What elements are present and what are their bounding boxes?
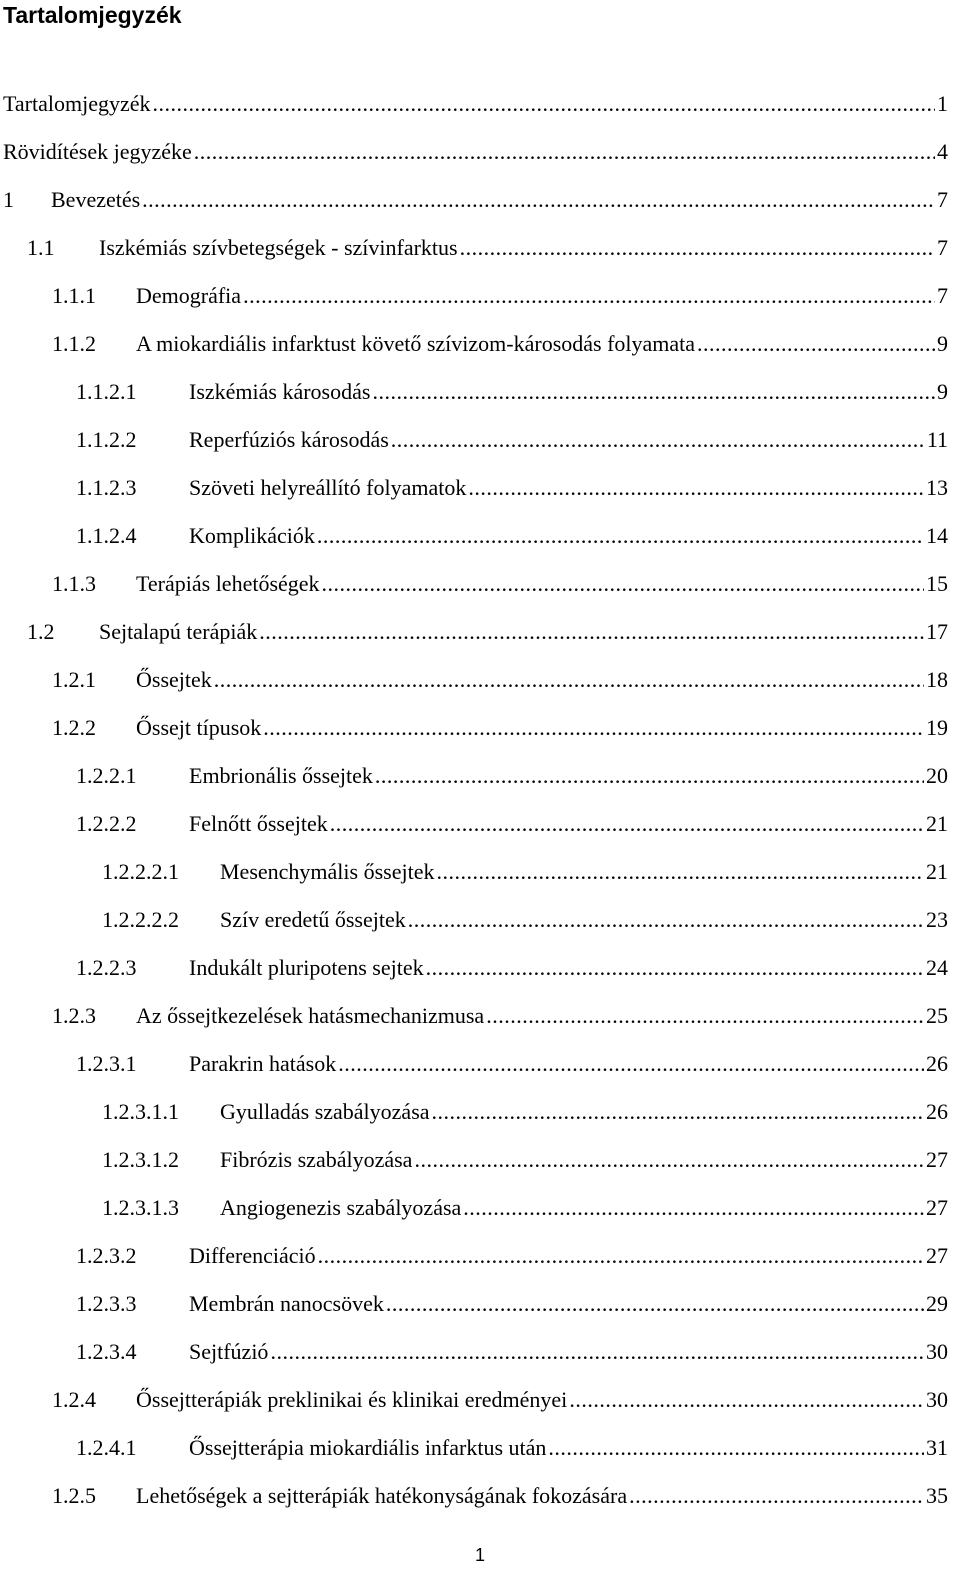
toc-entry[interactable] (0, 704, 960, 752)
toc-entry-row (102, 1088, 948, 1136)
toc-entry-title: Felnőtt őssejtek (189, 811, 328, 836)
toc-entry-number: 1.1.2.3 (76, 475, 137, 500)
toc-dot-leader (243, 272, 935, 320)
toc-entry-number: 1.1.3 (52, 571, 96, 596)
toc-entry-number: 1.2.5 (52, 1483, 96, 1508)
toc-dot-leader (317, 512, 924, 560)
toc-entry[interactable] (0, 1280, 960, 1328)
toc-entry-page: 27 (926, 1195, 948, 1220)
toc-dot-leader (270, 1328, 924, 1376)
toc-entry-title: Az őssejtkezelések hatásmechanizmusa (136, 1003, 485, 1028)
toc-entry-number: 1.2.3.1.2 (102, 1147, 179, 1172)
toc-entry-page: 17 (926, 619, 948, 644)
toc-entry-number: 1.2.2.3 (76, 955, 137, 980)
toc-entry-title: Differenciáció (189, 1243, 316, 1268)
toc-dot-leader (408, 896, 924, 944)
toc-entry-title: Angiogenezis szabályozása (220, 1195, 462, 1220)
toc-entry-number: 1.2.1 (52, 667, 96, 692)
toc-entry-page: 27 (926, 1147, 948, 1172)
toc-entry[interactable] (0, 848, 960, 896)
toc-entry-title: Demográfia (136, 283, 242, 308)
toc-entry-page: 1 (937, 91, 948, 116)
toc-entry-row (52, 272, 948, 320)
toc-dot-leader (463, 1184, 924, 1232)
toc-entry-number: 1.2.3.1 (76, 1051, 137, 1076)
toc-entry[interactable] (0, 368, 960, 416)
toc-entry[interactable] (0, 80, 960, 128)
toc-entry-page: 7 (937, 283, 948, 308)
toc-entry-page: 30 (926, 1339, 948, 1364)
toc-dot-leader (259, 608, 924, 656)
toc-entry-row (3, 128, 948, 176)
toc-entry-title: Mesenchymális őssejtek (220, 859, 435, 884)
toc-dot-leader (214, 656, 924, 704)
toc-entry-page: 24 (926, 955, 948, 980)
toc-entry-title: Fibrózis szabályozása (220, 1147, 413, 1172)
toc-entry-page: 11 (926, 427, 948, 452)
toc-entry-title: Iszkémiás szívbetegségek - szívinfarktus (99, 235, 458, 260)
toc-entry-row (52, 704, 948, 752)
toc-entry[interactable] (0, 464, 960, 512)
toc-entry-page: 27 (926, 1243, 948, 1268)
toc-entry-number: 1.1 (27, 235, 55, 260)
toc-entry-row (76, 416, 948, 464)
toc-dot-leader (468, 464, 924, 512)
toc-entry-page: 15 (926, 571, 948, 596)
toc-entry-page: 19 (926, 715, 948, 740)
toc-entry-number: 1.2.3.1.3 (102, 1195, 179, 1220)
toc-entry-page: 9 (937, 379, 948, 404)
toc-entry-row (27, 608, 948, 656)
table-of-contents (0, 80, 960, 1520)
toc-entry-title: Embrionális őssejtek (189, 763, 373, 788)
toc-entry-number: 1.2.3.2 (76, 1243, 137, 1268)
toc-dot-leader (548, 1424, 924, 1472)
toc-entry-page: 7 (937, 235, 948, 260)
toc-entry-row (52, 320, 948, 368)
toc-entry-title: Őssejtterápia miokardiális infarktus után (189, 1435, 547, 1460)
toc-entry-number: 1.2.4 (52, 1387, 96, 1412)
toc-entry-title: Parakrin hatások (189, 1051, 337, 1076)
toc-entry-title: Sejtalapú terápiák (99, 619, 258, 644)
toc-entry-page: 20 (926, 763, 948, 788)
toc-dot-leader (322, 560, 924, 608)
toc-entry-page: 25 (926, 1003, 948, 1028)
toc-entry-number: 1 (3, 187, 14, 212)
toc-dot-leader (386, 1280, 924, 1328)
toc-entry-title: Terápiás lehetőségek (136, 571, 320, 596)
toc-entry-page: 23 (926, 907, 948, 932)
toc-dot-leader (391, 416, 925, 464)
toc-entry-row (76, 1280, 948, 1328)
toc-entry[interactable] (0, 944, 960, 992)
toc-entry-row (3, 80, 948, 128)
toc-entry-row (76, 800, 948, 848)
toc-dot-leader (330, 800, 924, 848)
toc-dot-leader (153, 80, 935, 128)
toc-dot-leader (375, 752, 924, 800)
toc-entry-title: Tartalomjegyzék (3, 91, 151, 116)
toc-entry-number: 1.2.4.1 (76, 1435, 137, 1460)
toc-entry-page: 7 (937, 187, 948, 212)
toc-entry[interactable] (0, 656, 960, 704)
toc-entry-number: 1.2.3.3 (76, 1291, 137, 1316)
toc-entry-row (76, 752, 948, 800)
toc-entry-row (76, 944, 948, 992)
toc-dot-leader (697, 320, 935, 368)
toc-dot-leader (486, 992, 924, 1040)
toc-entry-row (76, 464, 948, 512)
footer-page-number: 1 (474, 1545, 485, 1565)
toc-entry-title: Rövidítések jegyzéke (3, 139, 192, 164)
toc-entry-title: Szöveti helyreállító folyamatok (189, 475, 467, 500)
toc-entry-title: Sejtfúzió (189, 1339, 269, 1364)
toc-entry-number: 1.2 (27, 619, 55, 644)
toc-entry-row (52, 992, 948, 1040)
toc-entry-number: 1.2.3 (52, 1003, 96, 1028)
toc-dot-leader (569, 1376, 924, 1424)
toc-entry[interactable] (0, 608, 960, 656)
toc-dot-leader (460, 224, 935, 272)
toc-entry-page: 13 (926, 475, 948, 500)
toc-entry-number: 1.1.2.2 (76, 427, 137, 452)
toc-entry-number: 1.2.2.1 (76, 763, 137, 788)
toc-entry[interactable] (0, 560, 960, 608)
toc-dot-leader (432, 1088, 924, 1136)
toc-dot-leader (263, 704, 924, 752)
toc-entry-title: A miokardiális infarktust követő szívizom-károsodás folyamata (136, 331, 696, 356)
toc-entry-number: 1.1.2.4 (76, 523, 137, 548)
toc-entry[interactable] (0, 992, 960, 1040)
toc-entry-page: 31 (926, 1435, 948, 1460)
toc-entry-number: 1.2.2.2.1 (102, 859, 179, 884)
page-title: Tartalomjegyzék (3, 2, 182, 28)
toc-entry-title: Iszkémiás károsodás (189, 379, 371, 404)
toc-entry[interactable] (0, 320, 960, 368)
toc-entry[interactable] (0, 224, 960, 272)
toc-entry-row (102, 1184, 948, 1232)
toc-entry-row (76, 1424, 948, 1472)
toc-dot-leader (426, 944, 924, 992)
toc-dot-leader (338, 1040, 924, 1088)
toc-entry-number: 1.2.2 (52, 715, 96, 740)
toc-entry-row (76, 1040, 948, 1088)
toc-entry[interactable] (0, 752, 960, 800)
toc-entry[interactable] (0, 1184, 960, 1232)
toc-entry-page: 26 (926, 1051, 948, 1076)
toc-dot-leader (142, 176, 935, 224)
toc-entry-row (102, 896, 948, 944)
toc-entry-title: Őssejtterápiák preklinikai és klinikai eredményei (136, 1387, 568, 1412)
toc-entry-page: 29 (926, 1291, 948, 1316)
toc-entry-page: 35 (926, 1483, 948, 1508)
toc-dot-leader (414, 1136, 924, 1184)
toc-entry-page: 4 (937, 139, 948, 164)
toc-entry-title: Membrán nanocsövek (189, 1291, 384, 1316)
toc-entry-page: 14 (926, 523, 948, 548)
toc-dot-leader (372, 368, 935, 416)
toc-entry-number: 1.2.3.4 (76, 1339, 137, 1364)
toc-entry[interactable] (0, 416, 960, 464)
toc-entry[interactable] (0, 1424, 960, 1472)
toc-entry[interactable] (0, 512, 960, 560)
toc-entry-row (52, 560, 948, 608)
toc-entry-page: 21 (926, 811, 948, 836)
toc-entry-row (76, 1232, 948, 1280)
toc-entry-row (27, 224, 948, 272)
toc-entry-title: Indukált pluripotens sejtek (189, 955, 424, 980)
toc-entry[interactable] (0, 1040, 960, 1088)
toc-entry-page: 30 (926, 1387, 948, 1412)
toc-entry-title: Szív eredetű őssejtek (220, 907, 406, 932)
toc-entry-title: Őssejtek (136, 667, 212, 692)
toc-dot-leader (436, 848, 924, 896)
toc-entry-title: Bevezetés (51, 187, 141, 212)
toc-entry-title: Lehetőségek a sejtterápiák hatékonyságának fokozására (136, 1483, 628, 1508)
toc-entry-page: 9 (937, 331, 948, 356)
toc-entry-row (3, 176, 948, 224)
toc-entry-number: 1.2.2.2.2 (102, 907, 179, 932)
toc-entry-number: 1.2.2.2 (76, 811, 137, 836)
toc-entry-row (52, 1376, 948, 1424)
toc-entry[interactable] (0, 896, 960, 944)
toc-entry-row (52, 1472, 948, 1520)
toc-entry-number: 1.1.1 (52, 283, 96, 308)
toc-entry[interactable] (0, 272, 960, 320)
toc-entry-row (102, 848, 948, 896)
toc-entry[interactable] (0, 128, 960, 176)
toc-entry[interactable] (0, 800, 960, 848)
toc-entry-title: Komplikációk (189, 523, 315, 548)
toc-entry[interactable] (0, 1088, 960, 1136)
toc-entry-row (102, 1136, 948, 1184)
toc-entry-row (52, 656, 948, 704)
toc-entry[interactable] (0, 176, 960, 224)
toc-entry-row (76, 1328, 948, 1376)
toc-entry-row (76, 512, 948, 560)
toc-entry-row (76, 368, 948, 416)
toc-dot-leader (318, 1232, 924, 1280)
toc-entry-number: 1.1.2.1 (76, 379, 137, 404)
toc-entry-page: 26 (926, 1099, 948, 1124)
toc-entry-page: 18 (926, 667, 948, 692)
toc-entry[interactable] (0, 1328, 960, 1376)
toc-dot-leader (629, 1472, 924, 1520)
toc-entry-number: 1.2.3.1.1 (102, 1099, 179, 1124)
toc-entry-title: Gyulladás szabályozása (220, 1099, 430, 1124)
toc-dot-leader (194, 128, 935, 176)
toc-entry[interactable] (0, 1472, 960, 1520)
toc-entry-page: 21 (926, 859, 948, 884)
toc-entry-title: Reperfúziós károsodás (189, 427, 389, 452)
toc-entry[interactable] (0, 1136, 960, 1184)
toc-entry[interactable] (0, 1232, 960, 1280)
toc-entry[interactable] (0, 1376, 960, 1424)
toc-entry-title: Őssejt típusok (136, 715, 262, 740)
toc-entry-number: 1.1.2 (52, 331, 96, 356)
